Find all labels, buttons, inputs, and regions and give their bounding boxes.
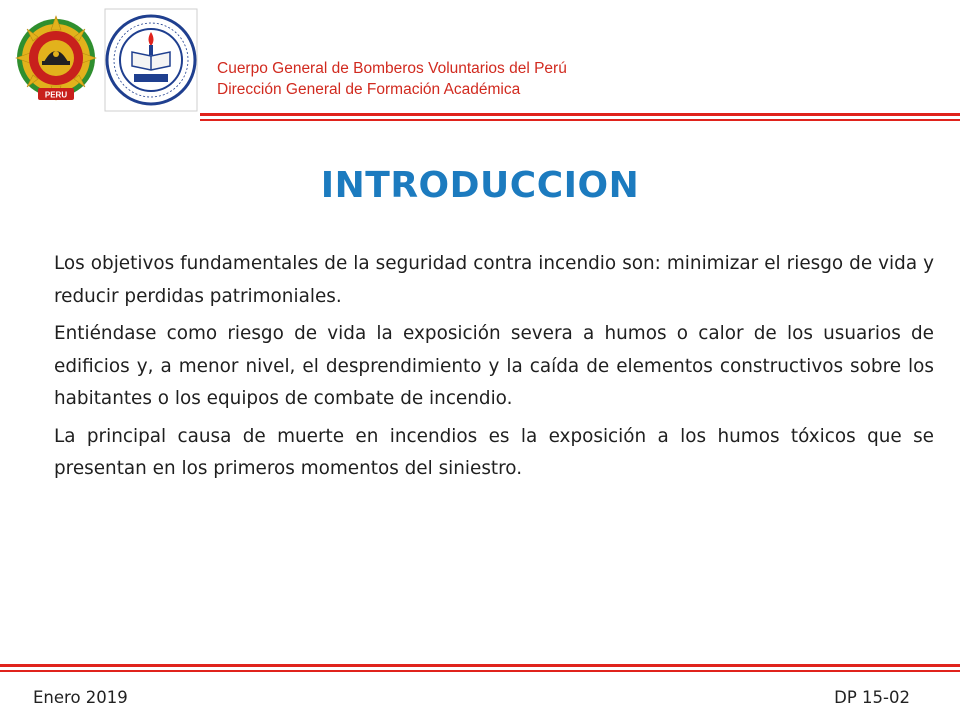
paragraph: Los objetivos fundamentales de la seguridad contra incendio son: minimizar el riesgo de vida y reducir perdidas patrimoniales. [54, 253, 934, 307]
header-divider-thick [200, 113, 960, 116]
footer-date: Enero 2019 [33, 688, 128, 707]
footer-code: DP 15-02 [834, 688, 910, 707]
svg-text:PERU: PERU [44, 90, 68, 100]
paragraph: Entiéndase como riesgo de vida la exposición severa a humos o calor de los usuarios de edificios y, a menor nivel, el desprendimiento y la caída de elementos constructivos sobre los habitantes o los equipos de combate de incendio. [54, 323, 934, 409]
centro-instruccion-logo [104, 8, 198, 112]
organization-name [217, 58, 567, 100]
slide-body [54, 248, 934, 491]
org-line-1: Cuerpo General de Bomberos Voluntarios del Perú [217, 60, 567, 77]
header-divider-thin [200, 119, 960, 121]
footer-divider-thin [0, 670, 960, 672]
footer-divider-thick [0, 664, 960, 667]
paragraph: La principal causa de muerte en incendios es la exposición a los humos tóxicos que se presentan en los primeros momentos del siniestro. [54, 425, 934, 479]
bomberos-peru-logo [14, 10, 98, 110]
org-line-2: Dirección General de Formación Académica [217, 81, 521, 98]
slide-title: INTRODUCCION [320, 165, 640, 206]
